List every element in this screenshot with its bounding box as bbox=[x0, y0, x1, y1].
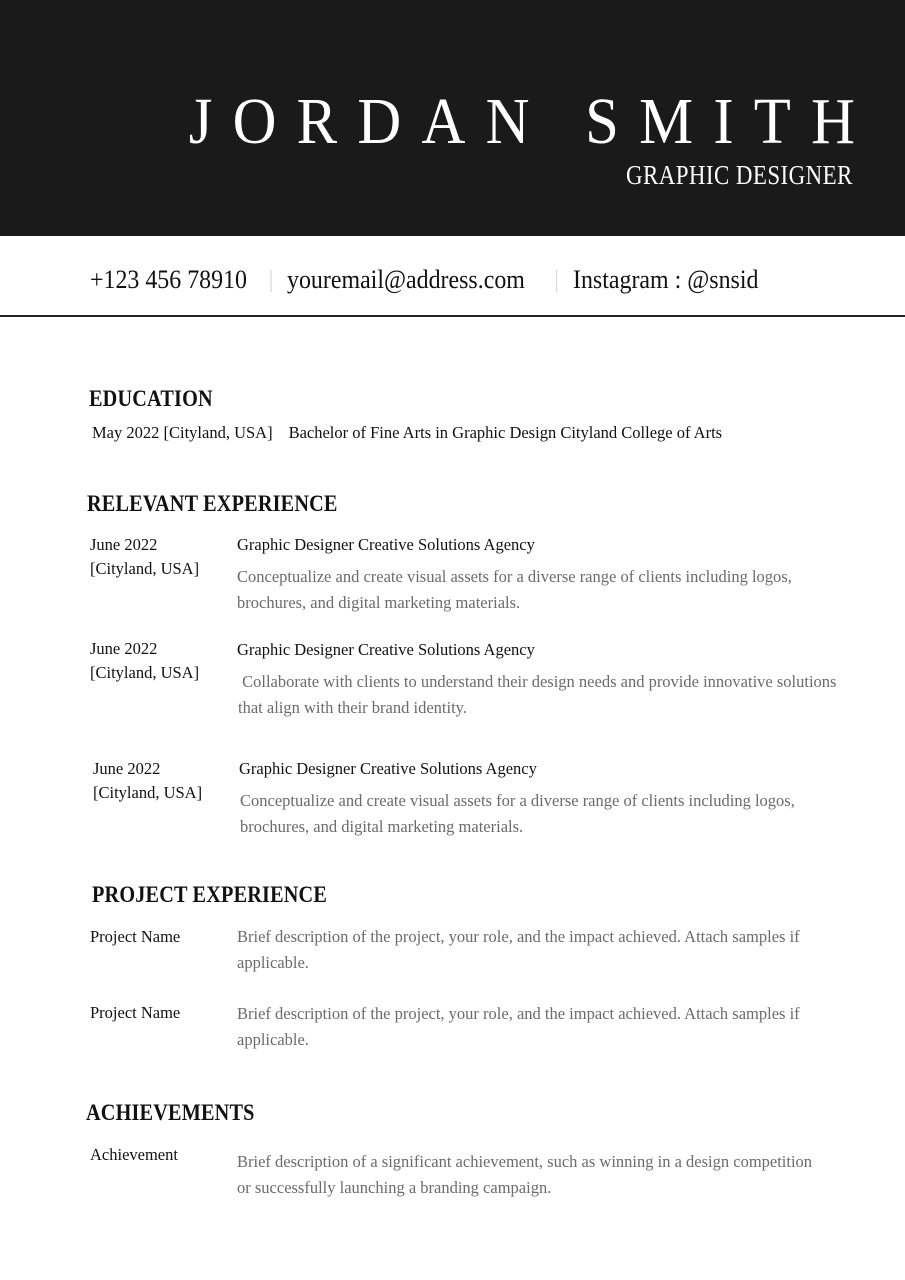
achievement-description: Brief description of a significant achievement, such as winning in a design competition or successfully launching a branding campaign. bbox=[237, 1152, 813, 1197]
experience-location: [Cityland, USA] bbox=[90, 559, 200, 578]
experience-date: June 2022 bbox=[90, 535, 158, 554]
project-description: Brief description of the project, your role, and the impact achieved. Attach samples if applicable. bbox=[237, 927, 800, 972]
contact-bar bbox=[90, 260, 774, 300]
relevant-experience-heading: RELEVANT EXPERIENCE bbox=[87, 491, 338, 516]
experience-position: Graphic Designer Creative Solutions Agency bbox=[237, 640, 535, 659]
header-banner bbox=[0, 0, 905, 236]
education-date-location: May 2022 [Cityland, USA] bbox=[92, 423, 273, 442]
email-address: youremail@address.com bbox=[287, 265, 526, 294]
experience-location: [Cityland, USA] bbox=[90, 663, 200, 682]
contact-separator: | bbox=[554, 266, 559, 293]
experience-date-location bbox=[90, 533, 199, 581]
project-name: Project Name bbox=[90, 927, 181, 946]
project-experience-heading: PROJECT EXPERIENCE bbox=[92, 882, 328, 907]
education-entry bbox=[92, 423, 722, 443]
experience-date: June 2022 bbox=[90, 639, 158, 658]
header-divider bbox=[0, 315, 905, 317]
experience-position: Graphic Designer Creative Solutions Agency bbox=[237, 535, 535, 554]
education-degree: Bachelor of Fine Arts in Graphic Design Cityland College of Arts bbox=[288, 423, 723, 442]
project-name: Project Name bbox=[90, 1003, 181, 1022]
experience-description: Conceptualize and create visual assets for a diverse range of clients including logos, brochures, and digital marketing materials. bbox=[237, 567, 792, 612]
project-description: Brief description of the project, your role, and the impact achieved. Attach samples if applicable. bbox=[237, 1004, 800, 1049]
candidate-name: JORDAN SMITH bbox=[188, 85, 875, 158]
experience-description: Collaborate with clients to understand their design needs and provide innovative solutions that align with their brand identity. bbox=[238, 672, 841, 717]
instagram-handle: Instagram : @snsid bbox=[572, 265, 759, 294]
experience-description: Conceptualize and create visual assets for a diverse range of clients including logos, brochures, and digital marketing materials. bbox=[240, 791, 795, 836]
contact-separator: | bbox=[268, 266, 274, 293]
achievements-heading: ACHIEVEMENTS bbox=[86, 1100, 255, 1125]
achievement-name: Achievement bbox=[90, 1145, 178, 1164]
experience-location: [Cityland, USA] bbox=[93, 783, 203, 802]
experience-date-location bbox=[90, 637, 199, 685]
education-heading: EDUCATION bbox=[89, 386, 213, 411]
experience-date-location bbox=[93, 757, 202, 805]
phone-number: +123 456 78910 bbox=[90, 265, 248, 294]
candidate-role: GRAPHIC DESIGNER bbox=[626, 160, 853, 190]
experience-position: Graphic Designer Creative Solutions Agency bbox=[239, 759, 537, 778]
experience-date: June 2022 bbox=[93, 759, 161, 778]
